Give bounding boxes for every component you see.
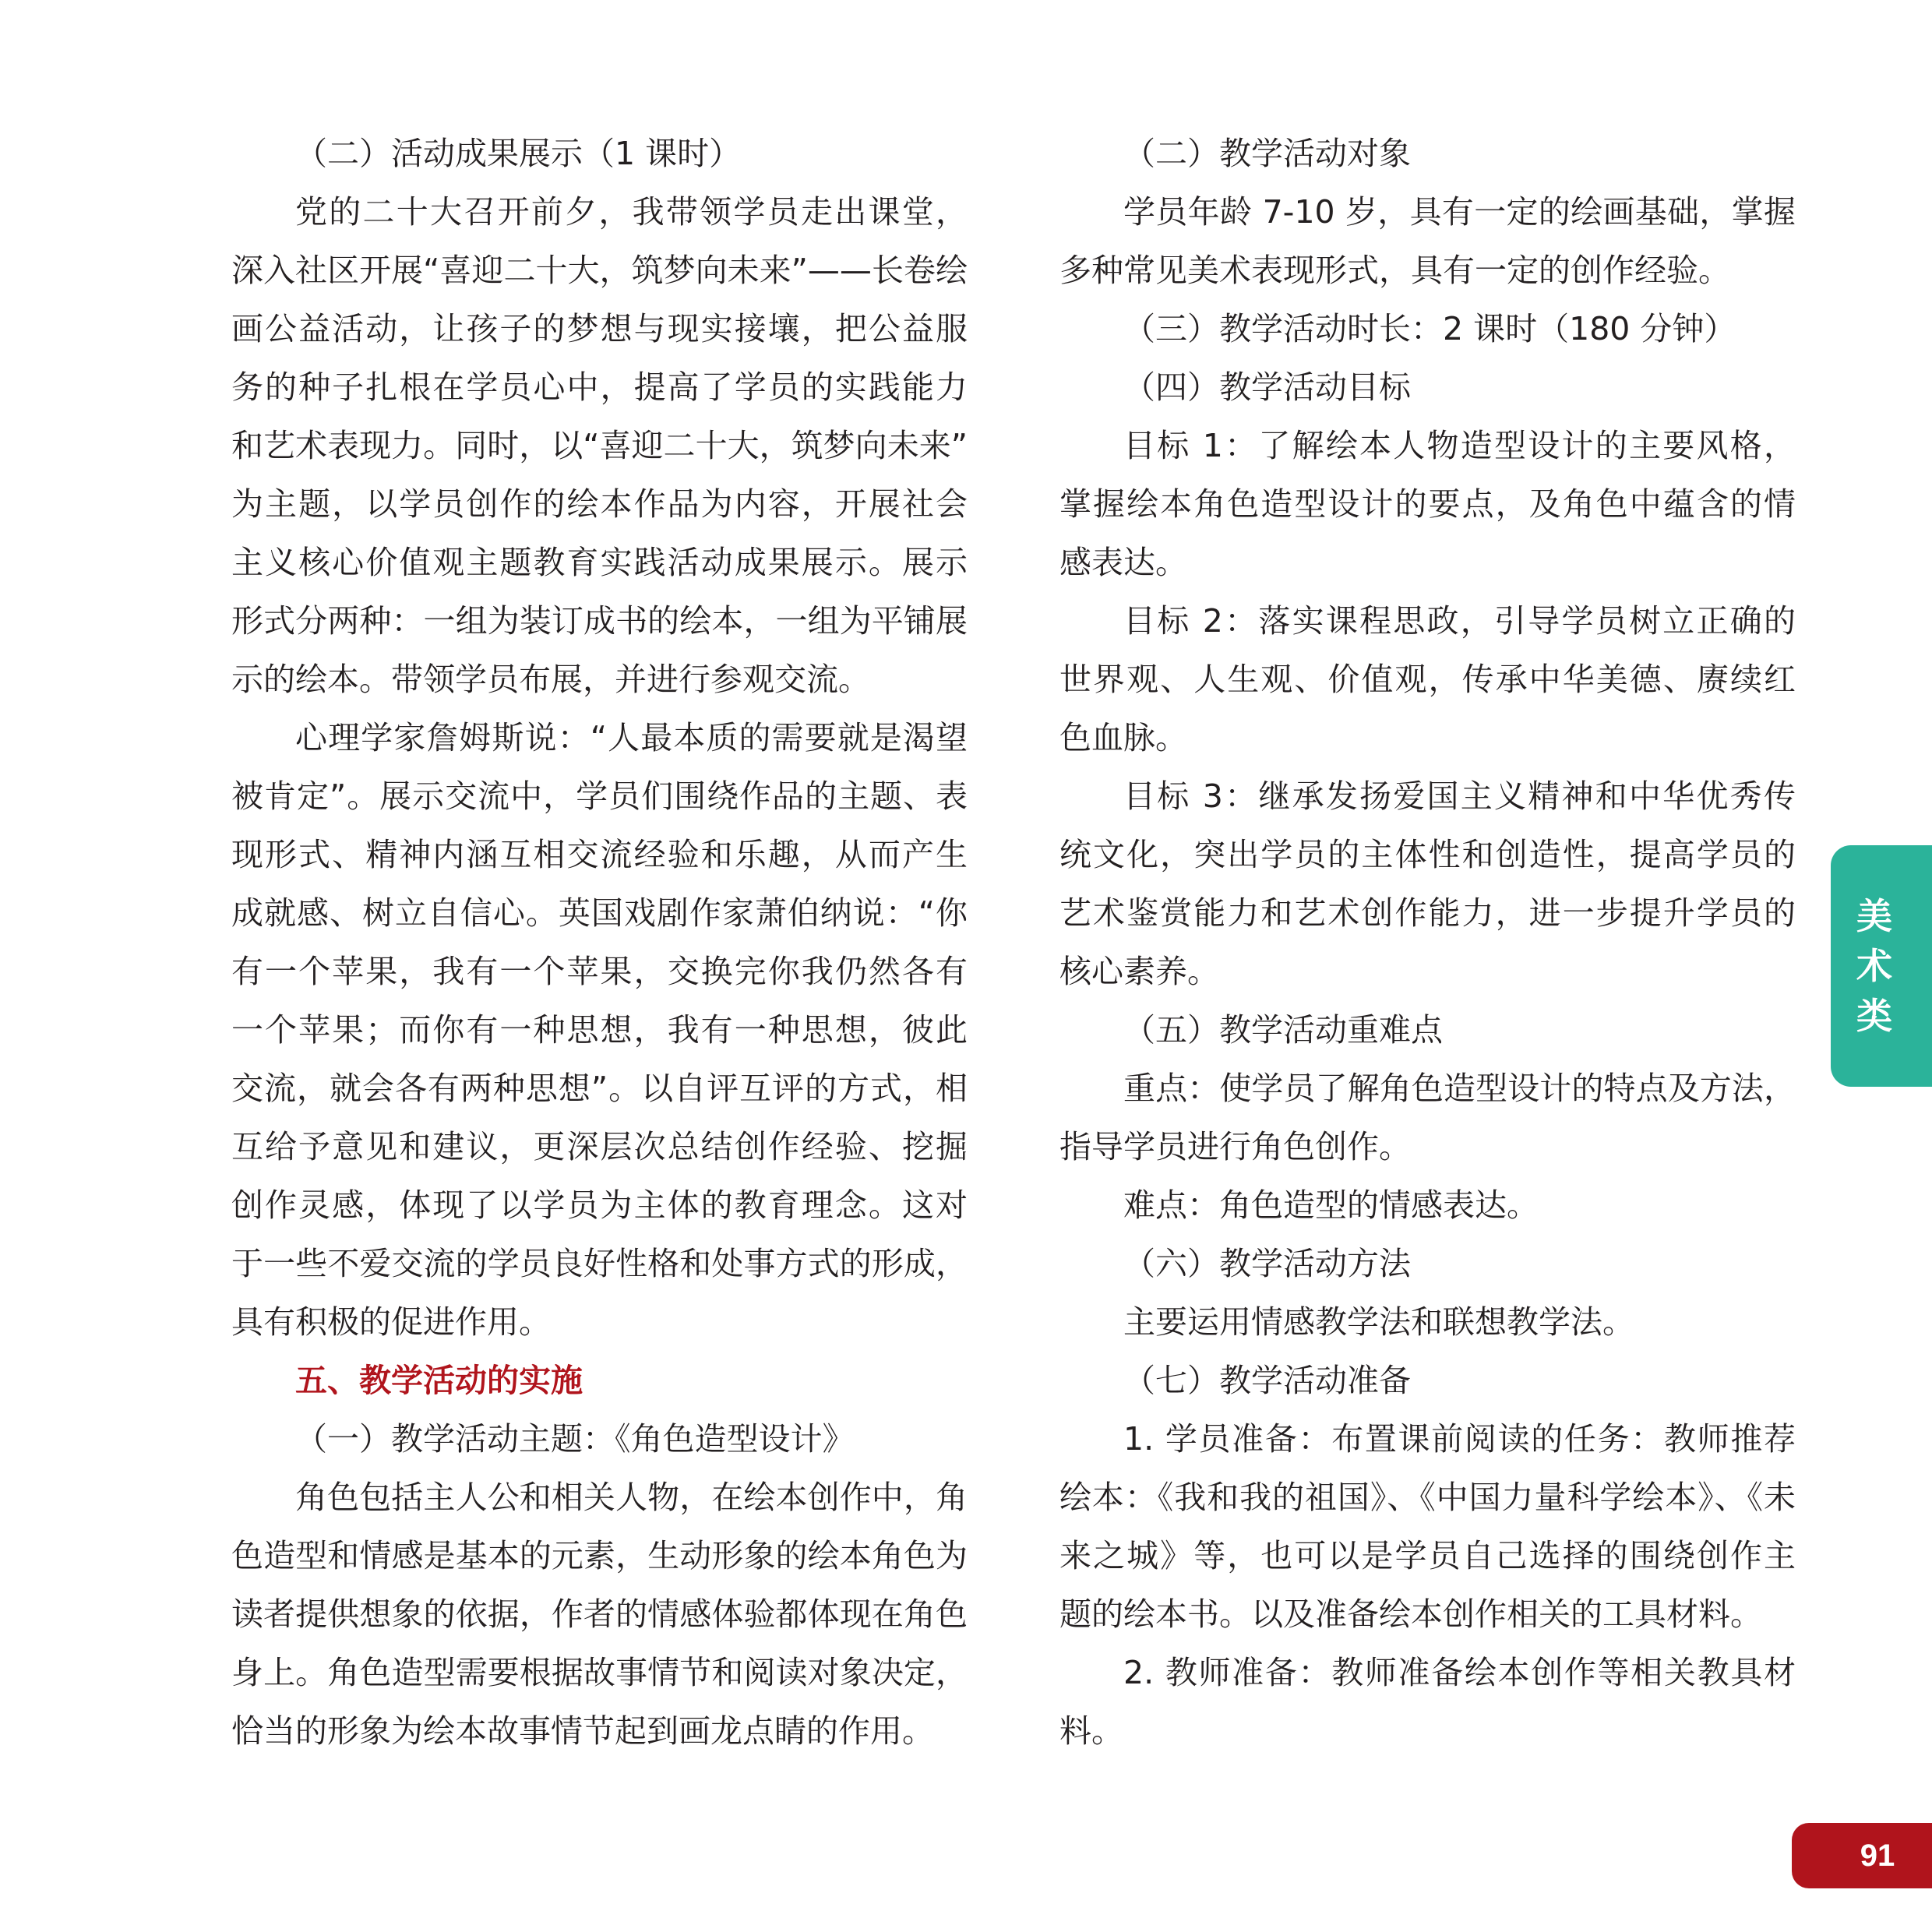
page-number: 91 xyxy=(1860,1838,1895,1873)
text-line: 具有积极的促进作用。 xyxy=(231,1303,551,1341)
text-line: 角色包括主人公和相关人物，在绘本创作中，角 xyxy=(295,1479,968,1516)
text-line: （一）教学活动主题：《角色造型设计》 xyxy=(295,1420,855,1458)
text-line: 为主题，以学员创作的绘本作品为内容，开展社会 xyxy=(231,485,968,523)
text-line: 务的种子扎根在学员心中，提高了学员的实践能力 xyxy=(231,368,968,406)
text-line: 核心素养。 xyxy=(1059,953,1219,990)
text-line: 主要运用情感教学法和联想教学法。 xyxy=(1123,1303,1634,1341)
text-line: 示的绘本。带领学员布展，并进行参观交流。 xyxy=(231,661,870,698)
text-line: （二）教学活动对象 xyxy=(1123,135,1411,172)
text-line: 被肯定”。展示交流中，学员们围绕作品的主题、表 xyxy=(231,777,968,815)
text-line: 形式分两种：一组为装订成书的绘本，一组为平铺展 xyxy=(231,602,968,640)
text-line: 感表达。 xyxy=(1059,544,1187,581)
text-line: （三）教学活动时长：2 课时（180 分钟） xyxy=(1123,310,1736,347)
text-line: 统文化，突出学员的主体性和创造性，提高学员的 xyxy=(1059,836,1796,873)
text-line: （二）活动成果展示（1 课时） xyxy=(295,135,742,172)
category-tab-char: 术 xyxy=(1856,945,1892,987)
text-line: 有一个苹果，我有一个苹果，交换完你我仍然各有 xyxy=(231,953,968,990)
text-line: 创作灵感，体现了以学员为主体的教育理念。这对 xyxy=(231,1186,968,1224)
text-line: 世界观、人生观、价值观，传承中华美德、赓续红 xyxy=(1059,661,1796,698)
category-tab-char: 类 xyxy=(1856,995,1892,1037)
text-line: 1. 学员准备：布置课前阅读的任务：教师推荐 xyxy=(1123,1420,1796,1458)
text-line: 党的二十大召开前夕，我带领学员走出课堂， xyxy=(295,193,968,231)
text-line: 指导学员进行角色创作。 xyxy=(1059,1128,1411,1165)
text-line: 学员年龄 7-10 岁，具有一定的绘画基础，掌握 xyxy=(1123,193,1796,231)
text-line: 难点：角色造型的情感表达。 xyxy=(1123,1186,1539,1224)
text-line: 互给予意见和建议，更深层次总结创作经验、挖掘 xyxy=(231,1128,968,1165)
text-line: 现形式、精神内涵互相交流经验和乐趣，从而产生 xyxy=(231,836,968,873)
text-line: 画公益活动，让孩子的梦想与现实接壤，把公益服 xyxy=(231,310,968,347)
text-line: 艺术鉴赏能力和艺术创作能力，进一步提升学员的 xyxy=(1059,894,1796,932)
text-line: 来之城》等，也可以是学员自己选择的围绕创作主 xyxy=(1059,1537,1796,1574)
text-line: 深入社区开展“喜迎二十大，筑梦向未来”——长卷绘 xyxy=(231,252,968,289)
text-line: 绘本：《我和我的祖国》、《中国力量科学绘本》、《未 xyxy=(1059,1479,1796,1516)
text-line: （四）教学活动目标 xyxy=(1123,368,1411,406)
text-line: 目标 3：继承发扬爱国主义精神和中华优秀传 xyxy=(1123,777,1796,815)
text-line: （六）教学活动方法 xyxy=(1123,1245,1411,1282)
text-line: 成就感、树立自信心。英国戏剧作家萧伯纳说：“你 xyxy=(231,894,968,932)
text-line: 主义核心价值观主题教育实践活动成果展示。展示 xyxy=(231,544,968,581)
text-line: 多种常见美术表现形式，具有一定的创作经验。 xyxy=(1059,252,1730,289)
text-line: 一个苹果；而你有一种思想，我有一种思想，彼此 xyxy=(231,1011,968,1049)
text-line: 心理学家詹姆斯说：“人最本质的需要就是渴望 xyxy=(295,719,968,756)
category-tab-char: 美 xyxy=(1856,895,1892,937)
text-line: 料。 xyxy=(1059,1712,1123,1750)
text-line: 身上。角色造型需要根据故事情节和阅读对象决定， xyxy=(231,1654,968,1691)
text-line: 目标 1：了解绘本人物造型设计的主要风格， xyxy=(1123,427,1796,464)
text-line: 交流，就会各有两种思想”。以自评互评的方式，相 xyxy=(231,1070,968,1107)
text-line: 于一些不爱交流的学员良好性格和处事方式的形成， xyxy=(231,1245,968,1282)
text-line: 重点：使学员了解角色造型设计的特点及方法， xyxy=(1123,1070,1796,1107)
text-line: 色造型和情感是基本的元素，生动形象的绘本角色为 xyxy=(231,1537,968,1574)
text-line: 掌握绘本角色造型设计的要点，及角色中蕴含的情 xyxy=(1059,485,1796,523)
category-tab xyxy=(1831,845,1932,1087)
text-line: 题的绘本书。以及准备绘本创作相关的工具材料。 xyxy=(1059,1595,1762,1633)
text-line: 和艺术表现力。同时，以“喜迎二十大，筑梦向未来” xyxy=(231,427,968,464)
page-number-badge xyxy=(1792,1823,1932,1888)
right-column xyxy=(1059,125,1796,1761)
text-line: （五）教学活动重难点 xyxy=(1123,1011,1443,1049)
left-column xyxy=(231,125,968,1761)
text-line: （七）教学活动准备 xyxy=(1123,1362,1411,1399)
text-line: 目标 2：落实课程思政，引导学员树立正确的 xyxy=(1123,602,1796,640)
text-line: 色血脉。 xyxy=(1059,719,1187,756)
text-line: 恰当的形象为绘本故事情节起到画龙点睛的作用。 xyxy=(231,1712,934,1750)
text-line: 2. 教师准备：教师准备绘本创作等相关教具材 xyxy=(1123,1654,1796,1691)
text-line: 读者提供想象的依据，作者的情感体验都体现在角色 xyxy=(231,1595,968,1633)
section-heading: 五、教学活动的实施 xyxy=(295,1362,583,1399)
